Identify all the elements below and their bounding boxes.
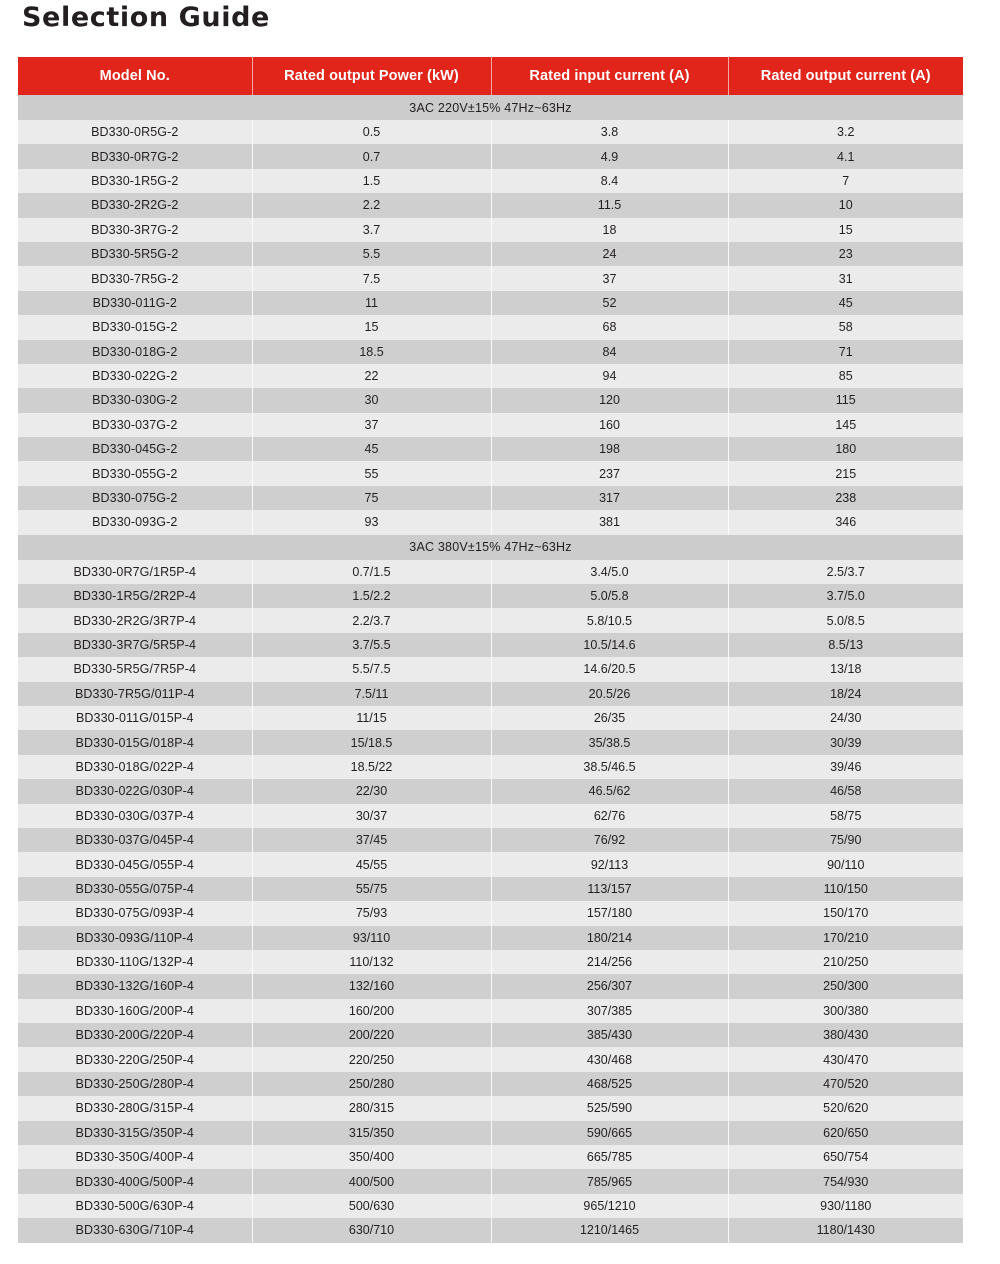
table-row xyxy=(18,1218,963,1242)
cell-model-no: BD330-045G-2 xyxy=(18,437,252,461)
cell-model-no: BD330-0R7G/1R5P-4 xyxy=(18,560,252,584)
column-header-rated-output-power: Rated output Power (kW) xyxy=(252,57,491,95)
table-row xyxy=(18,340,963,364)
cell-rated-output-current: 85 xyxy=(728,364,963,388)
table-row xyxy=(18,682,963,706)
cell-rated-output-power: 500/630 xyxy=(252,1194,491,1218)
cell-rated-output-power: 2.2/3.7 xyxy=(252,608,491,632)
table-row xyxy=(18,242,963,266)
cell-model-no: BD330-015G-2 xyxy=(18,315,252,339)
cell-rated-input-current: 120 xyxy=(491,388,728,412)
cell-rated-output-power: 5.5 xyxy=(252,242,491,266)
cell-rated-input-current: 180/214 xyxy=(491,926,728,950)
cell-rated-output-power: 75/93 xyxy=(252,901,491,925)
table-row xyxy=(18,388,963,412)
cell-rated-input-current: 590/665 xyxy=(491,1121,728,1145)
cell-rated-input-current: 10.5/14.6 xyxy=(491,633,728,657)
cell-rated-input-current: 3.8 xyxy=(491,120,728,144)
cell-rated-output-current: 930/1180 xyxy=(728,1194,963,1218)
cell-rated-input-current: 35/38.5 xyxy=(491,730,728,754)
table-row xyxy=(18,974,963,998)
cell-model-no: BD330-3R7G-2 xyxy=(18,218,252,242)
table-row xyxy=(18,413,963,437)
cell-rated-input-current: 76/92 xyxy=(491,828,728,852)
cell-model-no: BD330-7R5G/011P-4 xyxy=(18,682,252,706)
cell-rated-input-current: 26/35 xyxy=(491,706,728,730)
cell-rated-input-current: 307/385 xyxy=(491,999,728,1023)
cell-rated-output-power: 630/710 xyxy=(252,1218,491,1242)
cell-rated-input-current: 157/180 xyxy=(491,901,728,925)
cell-rated-output-power: 45 xyxy=(252,437,491,461)
cell-rated-output-power: 30 xyxy=(252,388,491,412)
table-row xyxy=(18,193,963,217)
table-row xyxy=(18,755,963,779)
cell-rated-output-current: 18/24 xyxy=(728,682,963,706)
cell-model-no: BD330-2R2G-2 xyxy=(18,193,252,217)
table-row xyxy=(18,120,963,144)
cell-model-no: BD330-160G/200P-4 xyxy=(18,999,252,1023)
cell-rated-output-current: 170/210 xyxy=(728,926,963,950)
section-header-row xyxy=(18,535,963,560)
cell-model-no: BD330-030G-2 xyxy=(18,388,252,412)
cell-rated-output-current: 23 xyxy=(728,242,963,266)
table-row xyxy=(18,779,963,803)
cell-rated-input-current: 92/113 xyxy=(491,852,728,876)
table-row xyxy=(18,315,963,339)
cell-model-no: BD330-7R5G-2 xyxy=(18,266,252,290)
cell-rated-output-current: 180 xyxy=(728,437,963,461)
cell-rated-input-current: 62/76 xyxy=(491,804,728,828)
table-row xyxy=(18,926,963,950)
cell-rated-input-current: 37 xyxy=(491,266,728,290)
cell-rated-output-power: 280/315 xyxy=(252,1096,491,1120)
table-row xyxy=(18,1096,963,1120)
cell-rated-output-current: 145 xyxy=(728,413,963,437)
table-row xyxy=(18,1194,963,1218)
cell-rated-output-power: 3.7/5.5 xyxy=(252,633,491,657)
cell-model-no: BD330-093G-2 xyxy=(18,510,252,534)
column-header-rated-output-current: Rated output current (A) xyxy=(728,57,963,95)
cell-rated-output-power: 93 xyxy=(252,510,491,534)
cell-rated-output-power: 15/18.5 xyxy=(252,730,491,754)
cell-rated-output-power: 160/200 xyxy=(252,999,491,1023)
table-row xyxy=(18,486,963,510)
cell-rated-input-current: 20.5/26 xyxy=(491,682,728,706)
cell-rated-output-power: 5.5/7.5 xyxy=(252,657,491,681)
cell-rated-output-current: 5.0/8.5 xyxy=(728,608,963,632)
table-row xyxy=(18,461,963,485)
table-row xyxy=(18,901,963,925)
cell-rated-output-current: 75/90 xyxy=(728,828,963,852)
cell-rated-input-current: 385/430 xyxy=(491,1023,728,1047)
cell-model-no: BD330-022G/030P-4 xyxy=(18,779,252,803)
cell-rated-input-current: 8.4 xyxy=(491,169,728,193)
page-title: Selection Guide xyxy=(22,2,270,33)
cell-model-no: BD330-110G/132P-4 xyxy=(18,950,252,974)
cell-rated-output-power: 220/250 xyxy=(252,1047,491,1071)
cell-rated-output-current: 45 xyxy=(728,291,963,315)
cell-rated-output-power: 1.5 xyxy=(252,169,491,193)
cell-rated-output-current: 110/150 xyxy=(728,877,963,901)
table-row xyxy=(18,584,963,608)
cell-model-no: BD330-011G/015P-4 xyxy=(18,706,252,730)
cell-rated-output-power: 37 xyxy=(252,413,491,437)
cell-rated-input-current: 237 xyxy=(491,461,728,485)
cell-rated-output-power: 18.5 xyxy=(252,340,491,364)
cell-model-no: BD330-350G/400P-4 xyxy=(18,1145,252,1169)
cell-model-no: BD330-1R5G-2 xyxy=(18,169,252,193)
cell-rated-output-power: 0.7/1.5 xyxy=(252,560,491,584)
cell-rated-output-current: 754/930 xyxy=(728,1169,963,1193)
cell-rated-output-current: 7 xyxy=(728,169,963,193)
table-row xyxy=(18,1121,963,1145)
table-row xyxy=(18,999,963,1023)
table-row xyxy=(18,1047,963,1071)
cell-rated-input-current: 256/307 xyxy=(491,974,728,998)
cell-rated-input-current: 84 xyxy=(491,340,728,364)
cell-rated-output-current: 115 xyxy=(728,388,963,412)
cell-rated-input-current: 38.5/46.5 xyxy=(491,755,728,779)
table-row xyxy=(18,706,963,730)
cell-rated-output-current: 346 xyxy=(728,510,963,534)
cell-rated-input-current: 965/1210 xyxy=(491,1194,728,1218)
section-header-label: 3AC 220V±15% 47Hz~63Hz xyxy=(18,95,963,120)
table-row xyxy=(18,877,963,901)
cell-rated-input-current: 14.6/20.5 xyxy=(491,657,728,681)
column-header-rated-input-current: Rated input current (A) xyxy=(491,57,728,95)
cell-rated-output-power: 55 xyxy=(252,461,491,485)
cell-model-no: BD330-400G/500P-4 xyxy=(18,1169,252,1193)
cell-rated-input-current: 3.4/5.0 xyxy=(491,560,728,584)
cell-rated-output-current: 1180/1430 xyxy=(728,1218,963,1242)
table-row xyxy=(18,1023,963,1047)
cell-rated-input-current: 1210/1465 xyxy=(491,1218,728,1242)
section-header-row xyxy=(18,95,963,120)
cell-rated-output-current: 150/170 xyxy=(728,901,963,925)
cell-rated-output-current: 430/470 xyxy=(728,1047,963,1071)
cell-rated-output-current: 13/18 xyxy=(728,657,963,681)
cell-rated-input-current: 113/157 xyxy=(491,877,728,901)
cell-model-no: BD330-055G-2 xyxy=(18,461,252,485)
cell-model-no: BD330-093G/110P-4 xyxy=(18,926,252,950)
cell-rated-output-power: 0.7 xyxy=(252,144,491,168)
cell-rated-output-current: 58 xyxy=(728,315,963,339)
cell-model-no: BD330-022G-2 xyxy=(18,364,252,388)
table-row xyxy=(18,730,963,754)
cell-model-no: BD330-011G-2 xyxy=(18,291,252,315)
cell-model-no: BD330-2R2G/3R7P-4 xyxy=(18,608,252,632)
cell-model-no: BD330-132G/160P-4 xyxy=(18,974,252,998)
cell-rated-output-current: 24/30 xyxy=(728,706,963,730)
cell-model-no: BD330-315G/350P-4 xyxy=(18,1121,252,1145)
cell-model-no: BD330-280G/315P-4 xyxy=(18,1096,252,1120)
cell-rated-output-current: 650/754 xyxy=(728,1145,963,1169)
cell-model-no: BD330-0R5G-2 xyxy=(18,120,252,144)
cell-rated-output-power: 132/160 xyxy=(252,974,491,998)
cell-rated-input-current: 468/525 xyxy=(491,1072,728,1096)
cell-rated-input-current: 24 xyxy=(491,242,728,266)
cell-rated-output-current: 71 xyxy=(728,340,963,364)
table-row xyxy=(18,437,963,461)
section-header-label: 3AC 380V±15% 47Hz~63Hz xyxy=(18,535,963,560)
selection-guide-table xyxy=(18,57,963,1243)
cell-rated-output-power: 30/37 xyxy=(252,804,491,828)
cell-rated-output-current: 520/620 xyxy=(728,1096,963,1120)
cell-rated-output-current: 3.2 xyxy=(728,120,963,144)
cell-model-no: BD330-030G/037P-4 xyxy=(18,804,252,828)
cell-rated-output-current: 90/110 xyxy=(728,852,963,876)
table-row xyxy=(18,364,963,388)
cell-rated-input-current: 46.5/62 xyxy=(491,779,728,803)
cell-model-no: BD330-0R7G-2 xyxy=(18,144,252,168)
cell-rated-output-power: 11/15 xyxy=(252,706,491,730)
cell-rated-input-current: 214/256 xyxy=(491,950,728,974)
cell-rated-output-power: 3.7 xyxy=(252,218,491,242)
cell-model-no: BD330-220G/250P-4 xyxy=(18,1047,252,1071)
cell-rated-output-current: 238 xyxy=(728,486,963,510)
table-row xyxy=(18,633,963,657)
cell-rated-output-power: 75 xyxy=(252,486,491,510)
cell-rated-output-current: 380/430 xyxy=(728,1023,963,1047)
cell-rated-input-current: 68 xyxy=(491,315,728,339)
table-row xyxy=(18,852,963,876)
cell-rated-output-current: 10 xyxy=(728,193,963,217)
cell-rated-input-current: 94 xyxy=(491,364,728,388)
cell-rated-output-power: 7.5/11 xyxy=(252,682,491,706)
table-row xyxy=(18,608,963,632)
table-row xyxy=(18,1072,963,1096)
cell-model-no: BD330-630G/710P-4 xyxy=(18,1218,252,1242)
cell-rated-output-power: 22/30 xyxy=(252,779,491,803)
cell-rated-output-current: 620/650 xyxy=(728,1121,963,1145)
cell-rated-input-current: 665/785 xyxy=(491,1145,728,1169)
selection-guide-table-wrapper xyxy=(18,57,963,1243)
cell-rated-input-current: 785/965 xyxy=(491,1169,728,1193)
cell-rated-output-power: 15 xyxy=(252,315,491,339)
table-row xyxy=(18,291,963,315)
cell-model-no: BD330-075G/093P-4 xyxy=(18,901,252,925)
cell-model-no: BD330-1R5G/2R2P-4 xyxy=(18,584,252,608)
table-row xyxy=(18,266,963,290)
cell-rated-output-power: 93/110 xyxy=(252,926,491,950)
cell-rated-output-current: 215 xyxy=(728,461,963,485)
cell-rated-output-power: 45/55 xyxy=(252,852,491,876)
cell-rated-output-power: 350/400 xyxy=(252,1145,491,1169)
cell-rated-input-current: 160 xyxy=(491,413,728,437)
cell-rated-output-power: 22 xyxy=(252,364,491,388)
table-row xyxy=(18,828,963,852)
cell-rated-output-current: 58/75 xyxy=(728,804,963,828)
cell-rated-output-power: 315/350 xyxy=(252,1121,491,1145)
cell-model-no: BD330-018G/022P-4 xyxy=(18,755,252,779)
cell-rated-output-power: 400/500 xyxy=(252,1169,491,1193)
cell-rated-output-power: 110/132 xyxy=(252,950,491,974)
cell-rated-input-current: 5.0/5.8 xyxy=(491,584,728,608)
table-body xyxy=(18,95,963,1243)
cell-rated-input-current: 11.5 xyxy=(491,193,728,217)
cell-rated-output-power: 2.2 xyxy=(252,193,491,217)
table-row xyxy=(18,1145,963,1169)
cell-rated-output-current: 46/58 xyxy=(728,779,963,803)
cell-rated-input-current: 4.9 xyxy=(491,144,728,168)
cell-rated-output-power: 200/220 xyxy=(252,1023,491,1047)
cell-rated-input-current: 381 xyxy=(491,510,728,534)
table-row xyxy=(18,169,963,193)
cell-rated-output-power: 11 xyxy=(252,291,491,315)
cell-rated-output-power: 1.5/2.2 xyxy=(252,584,491,608)
table-row xyxy=(18,144,963,168)
cell-rated-input-current: 430/468 xyxy=(491,1047,728,1071)
cell-rated-output-current: 2.5/3.7 xyxy=(728,560,963,584)
cell-rated-output-current: 8.5/13 xyxy=(728,633,963,657)
cell-model-no: BD330-018G-2 xyxy=(18,340,252,364)
cell-model-no: BD330-037G/045P-4 xyxy=(18,828,252,852)
table-row xyxy=(18,804,963,828)
cell-rated-input-current: 198 xyxy=(491,437,728,461)
cell-rated-output-current: 15 xyxy=(728,218,963,242)
cell-model-no: BD330-045G/055P-4 xyxy=(18,852,252,876)
cell-model-no: BD330-500G/630P-4 xyxy=(18,1194,252,1218)
column-header-model-no: Model No. xyxy=(18,57,252,95)
cell-model-no: BD330-037G-2 xyxy=(18,413,252,437)
cell-model-no: BD330-200G/220P-4 xyxy=(18,1023,252,1047)
table-row xyxy=(18,950,963,974)
header-row xyxy=(18,57,963,95)
cell-rated-output-power: 37/45 xyxy=(252,828,491,852)
cell-model-no: BD330-5R5G/7R5P-4 xyxy=(18,657,252,681)
cell-rated-output-current: 300/380 xyxy=(728,999,963,1023)
cell-rated-output-current: 3.7/5.0 xyxy=(728,584,963,608)
cell-rated-input-current: 52 xyxy=(491,291,728,315)
cell-rated-input-current: 5.8/10.5 xyxy=(491,608,728,632)
cell-rated-output-current: 250/300 xyxy=(728,974,963,998)
cell-model-no: BD330-5R5G-2 xyxy=(18,242,252,266)
table-row xyxy=(18,510,963,534)
table-row xyxy=(18,657,963,681)
cell-rated-output-current: 31 xyxy=(728,266,963,290)
table-header xyxy=(18,57,963,95)
table-row xyxy=(18,560,963,584)
cell-model-no: BD330-075G-2 xyxy=(18,486,252,510)
table-row xyxy=(18,1169,963,1193)
table-row xyxy=(18,218,963,242)
cell-rated-output-current: 470/520 xyxy=(728,1072,963,1096)
cell-rated-output-power: 55/75 xyxy=(252,877,491,901)
cell-model-no: BD330-015G/018P-4 xyxy=(18,730,252,754)
cell-rated-input-current: 525/590 xyxy=(491,1096,728,1120)
cell-rated-output-current: 30/39 xyxy=(728,730,963,754)
cell-rated-output-current: 210/250 xyxy=(728,950,963,974)
cell-rated-output-power: 0.5 xyxy=(252,120,491,144)
cell-model-no: BD330-250G/280P-4 xyxy=(18,1072,252,1096)
cell-rated-input-current: 18 xyxy=(491,218,728,242)
cell-rated-output-power: 250/280 xyxy=(252,1072,491,1096)
cell-rated-output-current: 39/46 xyxy=(728,755,963,779)
cell-rated-output-current: 4.1 xyxy=(728,144,963,168)
cell-model-no: BD330-055G/075P-4 xyxy=(18,877,252,901)
cell-rated-output-power: 7.5 xyxy=(252,266,491,290)
cell-rated-output-power: 18.5/22 xyxy=(252,755,491,779)
cell-model-no: BD330-3R7G/5R5P-4 xyxy=(18,633,252,657)
cell-rated-input-current: 317 xyxy=(491,486,728,510)
